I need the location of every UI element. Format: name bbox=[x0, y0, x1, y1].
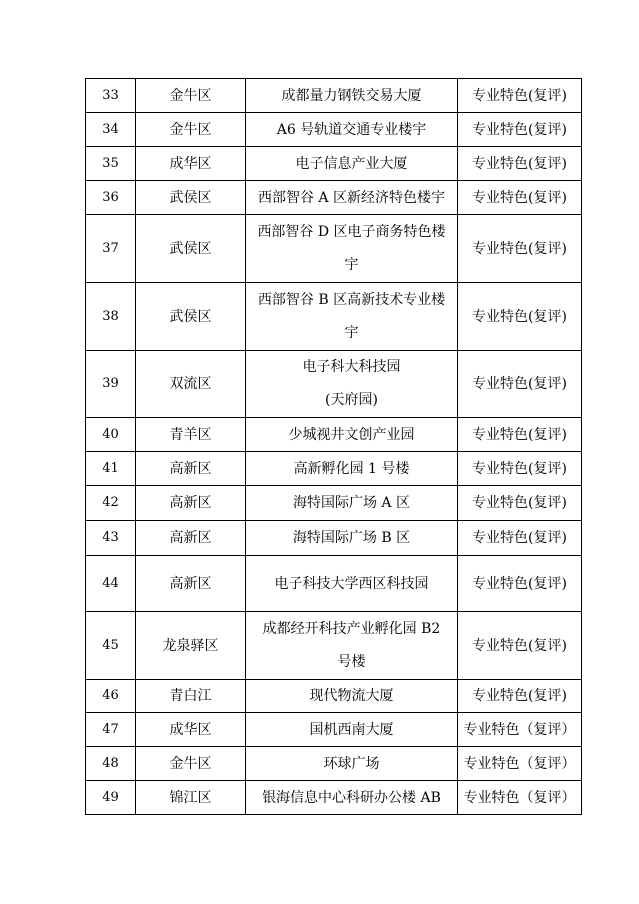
cell-number: 41 bbox=[86, 452, 136, 486]
cell-building-name bbox=[246, 452, 458, 486]
cell-building-name bbox=[246, 79, 458, 113]
cell-category: 专业特色(复评) bbox=[458, 418, 582, 452]
cell-building-name bbox=[246, 113, 458, 147]
cell-district: 武侯区 bbox=[136, 283, 246, 351]
cell-district: 武侯区 bbox=[136, 181, 246, 215]
cell-district: 龙泉驿区 bbox=[136, 612, 246, 680]
cell-building-name bbox=[246, 147, 458, 181]
cell-district: 金牛区 bbox=[136, 113, 246, 147]
cell-category: 专业特色(复评) bbox=[458, 486, 582, 521]
cell-category: 专业特色(复评) bbox=[458, 612, 582, 680]
building-name-line: 西部智谷 D 区电子商务特色楼 bbox=[257, 223, 446, 240]
table-row bbox=[86, 747, 582, 781]
building-name-line: 电子科技大学西区科技园 bbox=[274, 575, 429, 592]
cell-category: 专业特色(复评) bbox=[458, 147, 582, 181]
cell-category: 专业特色(复评) bbox=[458, 79, 582, 113]
table-row bbox=[86, 418, 582, 452]
building-name-line: 西部智谷 B 区高新技术专业楼 bbox=[257, 291, 446, 308]
cell-number: 37 bbox=[86, 215, 136, 283]
table-row bbox=[86, 452, 582, 486]
cell-district: 成华区 bbox=[136, 713, 246, 747]
cell-district: 高新区 bbox=[136, 486, 246, 521]
cell-category: 专业特色(复评) bbox=[458, 215, 582, 283]
cell-category: 专业特色(复评) bbox=[458, 283, 582, 351]
cell-category: 专业特色(复评) bbox=[458, 680, 582, 713]
building-name-line: 海特国际广场 A 区 bbox=[292, 495, 410, 511]
table-row bbox=[86, 556, 582, 612]
cell-district: 金牛区 bbox=[136, 79, 246, 113]
cell-number: 42 bbox=[86, 486, 136, 521]
table-row bbox=[86, 713, 582, 747]
cell-number: 38 bbox=[86, 283, 136, 351]
cell-number: 39 bbox=[86, 351, 136, 418]
cell-category: 专业特色(复评) bbox=[458, 113, 582, 147]
cell-number: 35 bbox=[86, 147, 136, 181]
cell-district: 青羊区 bbox=[136, 418, 246, 452]
building-name-line: 成都量力钢铁交易大厦 bbox=[281, 87, 422, 104]
cell-category: 专业特色(复评) bbox=[458, 556, 582, 612]
building-name-line: 环球广场 bbox=[323, 755, 380, 772]
cell-building-name bbox=[246, 521, 458, 556]
cell-category: 专业特色(复评) bbox=[458, 351, 582, 418]
cell-district: 武侯区 bbox=[136, 215, 246, 283]
table-row bbox=[86, 79, 582, 113]
building-name-line: 号楼 bbox=[337, 653, 366, 670]
cell-district: 成华区 bbox=[136, 147, 246, 181]
cell-district: 高新区 bbox=[136, 452, 246, 486]
cell-category: 专业特色（复评） bbox=[458, 747, 582, 781]
building-name-line: 电子科大科技园 bbox=[302, 359, 401, 375]
cell-number: 43 bbox=[86, 521, 136, 556]
table-row bbox=[86, 781, 582, 815]
building-name-line: 高新孵化园 1 号楼 bbox=[293, 460, 410, 477]
cell-building-name bbox=[246, 181, 458, 215]
cell-building-name bbox=[246, 781, 458, 815]
cell-building-name bbox=[246, 215, 458, 283]
building-name-line: 西部智谷 A 区新经济特色楼宇 bbox=[257, 189, 445, 206]
table-row bbox=[86, 612, 582, 680]
cell-building-name bbox=[246, 612, 458, 680]
building-name-line: 宇 bbox=[344, 256, 359, 273]
cell-number: 47 bbox=[86, 713, 136, 747]
cell-number: 40 bbox=[86, 418, 136, 452]
cell-building-name bbox=[246, 486, 458, 521]
cell-building-name bbox=[246, 283, 458, 351]
table-row bbox=[86, 521, 582, 556]
cell-building-name bbox=[246, 418, 458, 452]
cell-category: 专业特色(复评) bbox=[458, 181, 582, 215]
cell-building-name bbox=[246, 351, 458, 418]
cell-category: 专业特色(复评) bbox=[458, 521, 582, 556]
building-name-line: 电子信息产业大厦 bbox=[295, 155, 408, 172]
cell-category: 专业特色（复评） bbox=[458, 781, 582, 815]
building-name-line: 海特国际广场 B 区 bbox=[292, 530, 411, 546]
table-row bbox=[86, 113, 582, 147]
cell-district: 高新区 bbox=[136, 556, 246, 612]
cell-number: 34 bbox=[86, 113, 136, 147]
cell-building-name bbox=[246, 680, 458, 713]
cell-number: 33 bbox=[86, 79, 136, 113]
table-row bbox=[86, 283, 582, 351]
table-body bbox=[86, 79, 582, 815]
cell-building-name bbox=[246, 747, 458, 781]
table-row bbox=[86, 215, 582, 283]
park-list-table bbox=[85, 78, 582, 815]
table-row bbox=[86, 351, 582, 418]
cell-district: 锦江区 bbox=[136, 781, 246, 815]
table-row bbox=[86, 181, 582, 215]
cell-number: 36 bbox=[86, 181, 136, 215]
cell-number: 48 bbox=[86, 747, 136, 781]
cell-number: 49 bbox=[86, 781, 136, 815]
cell-number: 45 bbox=[86, 612, 136, 680]
building-name-line: 宇 bbox=[344, 324, 359, 341]
cell-district: 双流区 bbox=[136, 351, 246, 418]
cell-building-name bbox=[246, 713, 458, 747]
building-name-line: 国机西南大厦 bbox=[309, 721, 394, 738]
building-name-line: 少城视井文创产业园 bbox=[288, 426, 415, 443]
cell-district: 高新区 bbox=[136, 521, 246, 556]
cell-category: 专业特色(复评) bbox=[458, 452, 582, 486]
cell-number: 46 bbox=[86, 680, 136, 713]
building-name-line: A6 号轨道交通专业楼宇 bbox=[276, 121, 427, 138]
cell-district: 金牛区 bbox=[136, 747, 246, 781]
table-row bbox=[86, 147, 582, 181]
cell-district: 青白江 bbox=[136, 680, 246, 713]
building-name-line: 现代物流大厦 bbox=[309, 688, 394, 704]
building-name-line: 银海信息中心科研办公楼 AB bbox=[262, 789, 441, 806]
table-row bbox=[86, 486, 582, 521]
building-name-line: 成都经开科技产业孵化园 B2 bbox=[262, 620, 441, 637]
cell-number: 44 bbox=[86, 556, 136, 612]
cell-category: 专业特色（复评） bbox=[458, 713, 582, 747]
building-name-line: (天府园) bbox=[325, 392, 378, 408]
table-row bbox=[86, 680, 582, 713]
cell-building-name bbox=[246, 556, 458, 612]
